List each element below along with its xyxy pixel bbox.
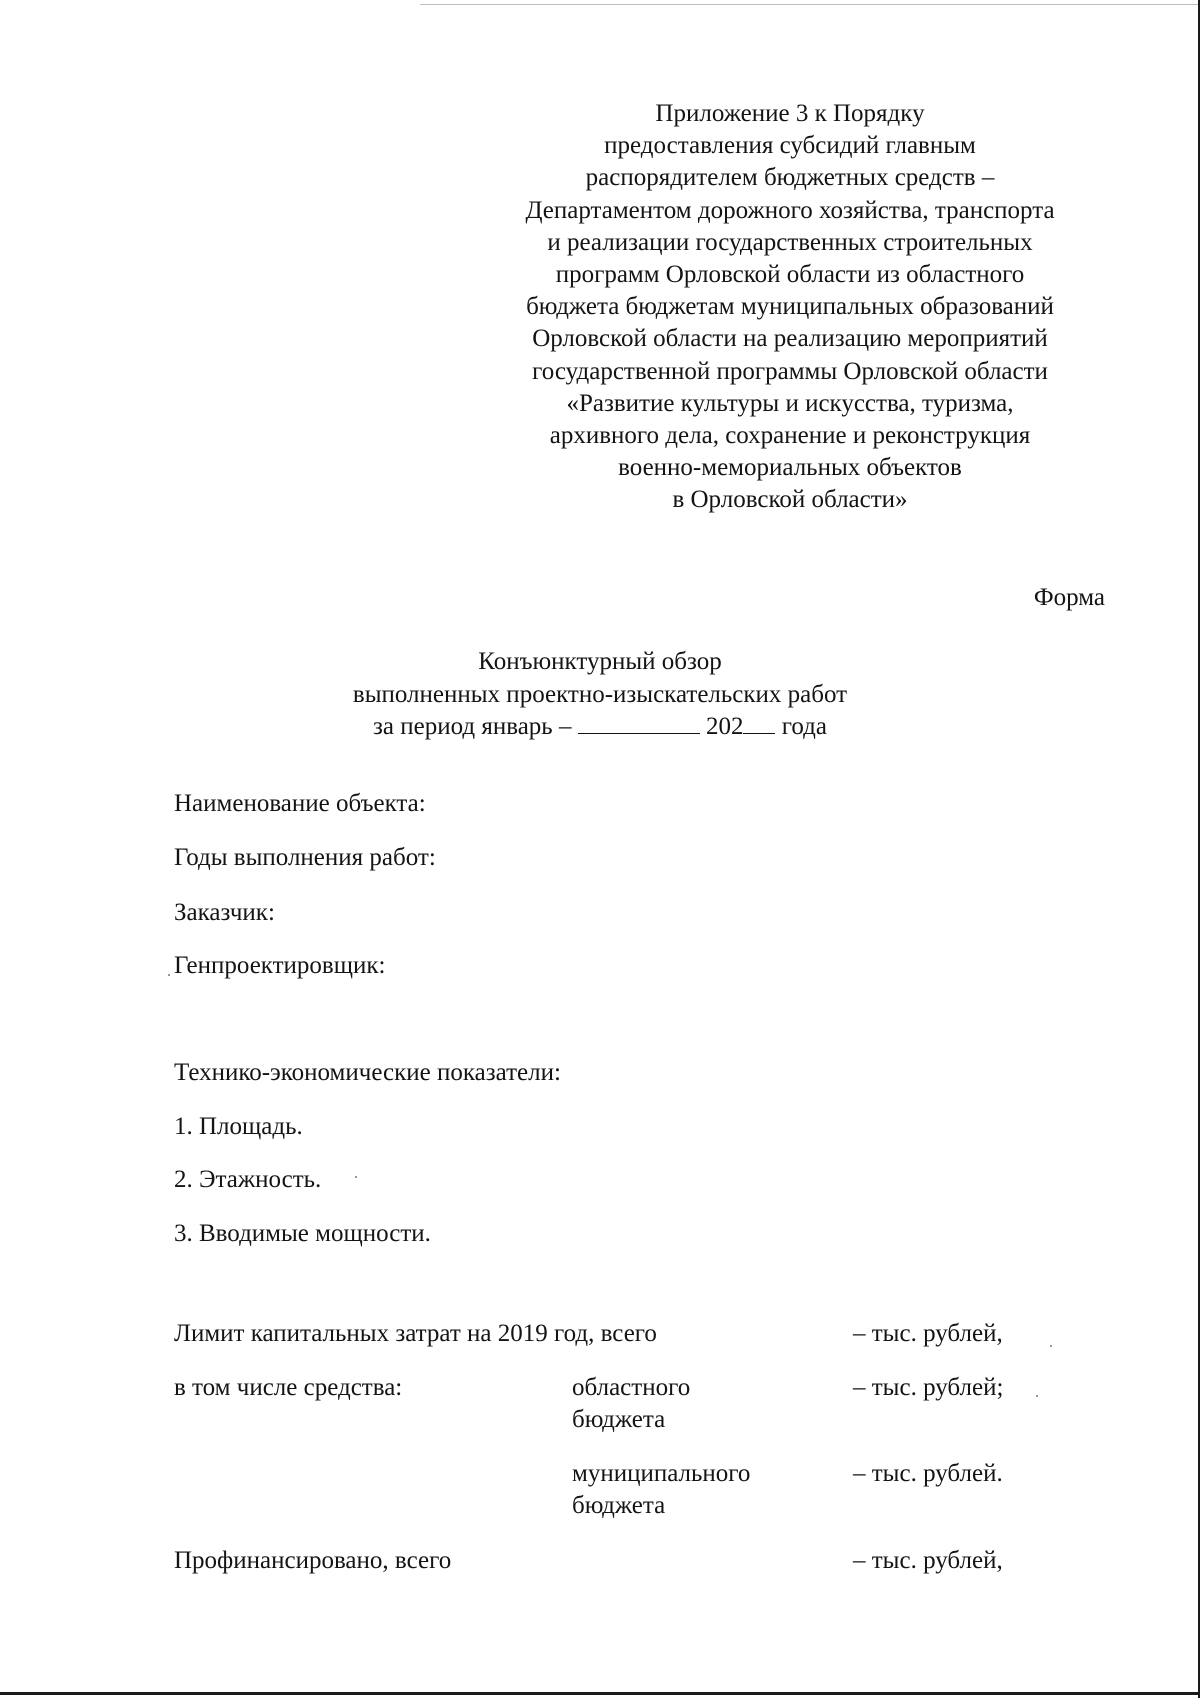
title-line-1: Конъюнктурный обзор [478, 648, 722, 675]
period-prefix: за период январь – [373, 713, 578, 740]
including-label: в том числе средства: [174, 1374, 403, 1401]
title-line-2: выполненных проектно-изыскательских работ [352, 680, 848, 708]
appendix-line: «Развитие культуры и искусства, туризма, [566, 389, 1014, 417]
appendix-line: государственной программы Орловской области [532, 357, 1048, 385]
regional-budget-label-2: бюджета [572, 1406, 666, 1433]
title-line-3 [300, 711, 900, 744]
appendix-line: в Орловской области» [672, 486, 908, 514]
appendix-line: распорядителем бюджетных средств – [585, 164, 995, 192]
limit-unit: – тыс. рублей, [853, 1320, 1003, 1347]
document-title [300, 646, 900, 744]
appendix-line: предоставления субсидий главным [604, 132, 976, 160]
indicator-item: 3. Вводимые мощности. [174, 1220, 431, 1247]
period-suffix: года [775, 713, 827, 740]
period-month-blank[interactable] [578, 711, 700, 734]
limit-label: Лимит капитальных затрат на 2019 год, всего [174, 1320, 657, 1347]
financed-label: Профинансировано, всего [174, 1547, 452, 1574]
appendix-line: архивного дела, сохранение и реконструкция [549, 422, 1031, 450]
scan-edge-top [420, 4, 1200, 5]
scan-speck [1050, 1345, 1052, 1347]
municipal-budget-label-1: муниципального [572, 1460, 751, 1487]
municipal-budget-unit: – тыс. рублей. [853, 1460, 1003, 1487]
scan-edge-bottom [0, 1692, 1200, 1695]
scan-speck [355, 1176, 357, 1178]
regional-budget-label-1: областного [572, 1374, 691, 1401]
appendix-header [470, 98, 1110, 517]
form-label: Форма [1033, 584, 1105, 611]
appendix-line: бюджета бюджетам муниципальных образований [526, 293, 1054, 321]
scan-speck [168, 974, 170, 976]
appendix-line: Орловской области на реализацию мероприятий [532, 325, 1048, 353]
indicator-item: 2. Этажность. [174, 1166, 322, 1193]
appendix-line: военно-мемориальных объектов [618, 454, 962, 482]
regional-budget-unit: – тыс. рублей; [853, 1374, 1004, 1401]
period-year-prefix: 202 [705, 713, 744, 740]
scan-speck [1036, 1395, 1038, 1397]
general-designer-label: Генпроектировщик: [174, 952, 386, 979]
financed-unit: – тыс. рублей, [853, 1547, 1003, 1574]
appendix-line: программ Орловской области из областного [555, 261, 1025, 289]
municipal-budget-label-2: бюджета [572, 1492, 666, 1519]
object-name-label: Наименование объекта: [174, 790, 426, 817]
appendix-line: Департаментом дорожного хозяйства, транспорта [525, 196, 1055, 224]
appendix-line: и реализации государственных строительных [547, 228, 1033, 256]
appendix-line: Приложение 3 к Порядку [655, 100, 925, 127]
years-label: Годы выполнения работ: [174, 844, 436, 871]
customer-label: Заказчик: [174, 899, 275, 926]
indicator-item: 1. Площадь. [174, 1113, 303, 1140]
indicators-heading: Технико-экономические показатели: [174, 1059, 561, 1086]
period-year-blank[interactable] [743, 711, 775, 734]
